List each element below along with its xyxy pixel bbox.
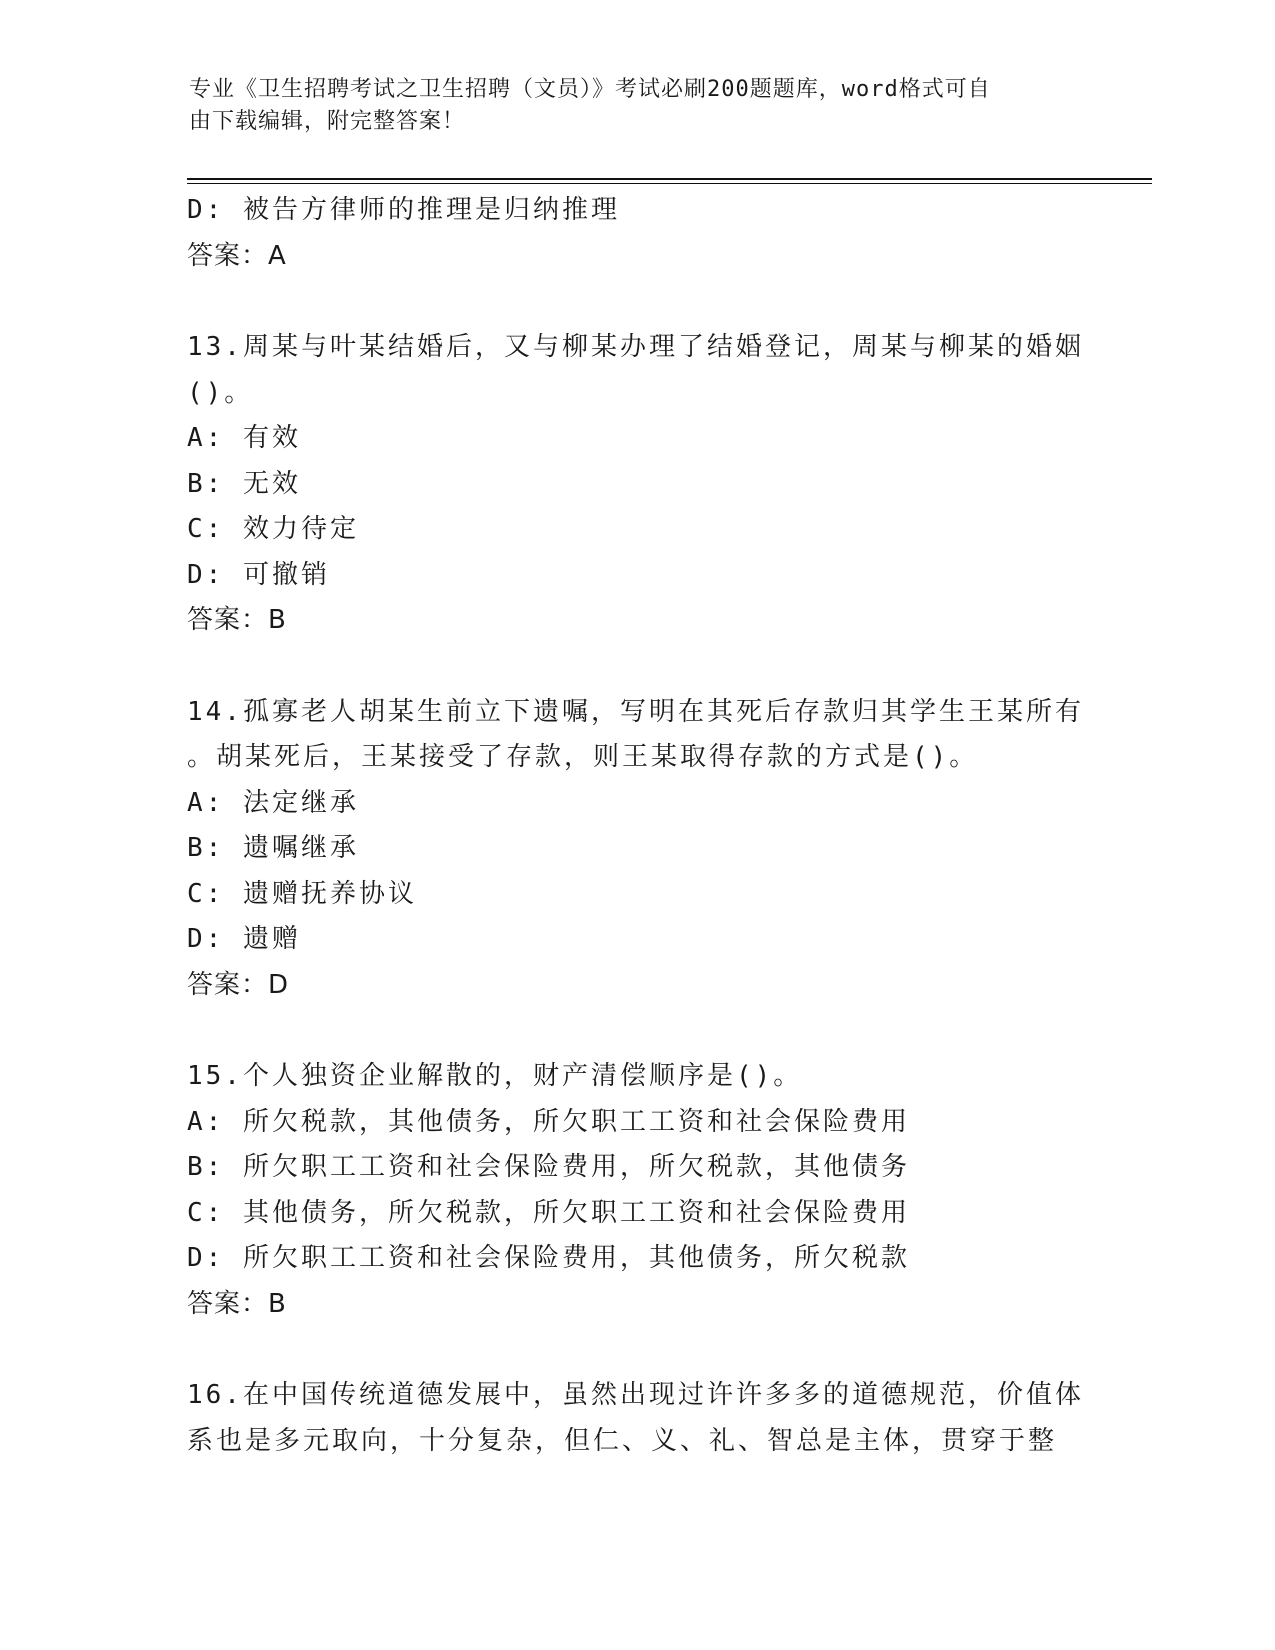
header-line-1: 专业《卫生招聘考试之卫生招聘（文员）》考试必刷200题题库，word格式可自: [189, 77, 991, 102]
question-stem: 16.在中国传统道德发展中，虽然出现过许许多多的道德规范，价值体: [187, 1380, 1084, 1410]
option-b: B: 所欠职工工资和社会保险费用，所欠税款，其他债务: [187, 1152, 910, 1182]
option-b: B: 无效: [187, 468, 301, 499]
question-stem-cont: 。胡某死后，王某接受了存款，则王某取得存款的方式是()。: [187, 742, 979, 772]
header-line-2: 由下载编辑，附完整答案！: [189, 109, 466, 134]
document-header: [189, 74, 1069, 138]
spacer: [187, 1008, 1087, 1054]
spacer: [187, 1327, 1087, 1373]
question-stem-cont: 系也是多元取向，十分复杂，但仁、义、礼、智总是主体，贯穿于整: [187, 1425, 1058, 1456]
answer: 答案：B: [187, 605, 287, 635]
answer: 答案：A: [187, 240, 287, 271]
option-d: D: 遗赠: [187, 924, 301, 954]
option-a: A: 有效: [187, 423, 301, 453]
document-body: [187, 188, 1087, 1464]
question-14: [187, 690, 1087, 1009]
option-a: A: 法定继承: [187, 787, 359, 818]
answer: 答案：B: [187, 1288, 287, 1319]
answer: 答案：D: [187, 969, 290, 1000]
question-15: [187, 1054, 1087, 1327]
question-stem: 13.周某与叶某结婚后，又与柳某办理了结婚登记，周某与柳某的婚姻: [187, 332, 1084, 362]
option-c: C: 效力待定: [187, 514, 359, 544]
header-rule-thin: [187, 183, 1152, 184]
spacer: [187, 644, 1087, 690]
option-b: B: 遗嘱继承: [187, 833, 359, 863]
option-d: D: 可撤销: [187, 559, 330, 590]
question-stem: 15.个人独资企业解散的，财产清偿顺序是()。: [187, 1061, 803, 1091]
option-a: A: 所欠税款，其他债务，所欠职工工资和社会保险费用: [187, 1106, 910, 1137]
previous-question-tail: [187, 188, 1087, 279]
question-13: [187, 325, 1087, 644]
option-c: C: 遗赠抚养协议: [187, 878, 417, 909]
option-d: D: 被告方律师的推理是归纳推理: [187, 195, 620, 225]
spacer: [187, 279, 1087, 325]
question-stem-cont: ()。: [187, 377, 254, 408]
option-c: C: 其他债务，所欠税款，所欠职工工资和社会保险费用: [187, 1197, 910, 1228]
question-16: [187, 1373, 1087, 1464]
header-rule-thick: [187, 178, 1152, 180]
question-stem: 14.孤寡老人胡某生前立下遗嘱，写明在其死后存款归其学生王某所有: [187, 696, 1084, 727]
option-d: D: 所欠职工工资和社会保险费用，其他债务，所欠税款: [187, 1243, 910, 1273]
